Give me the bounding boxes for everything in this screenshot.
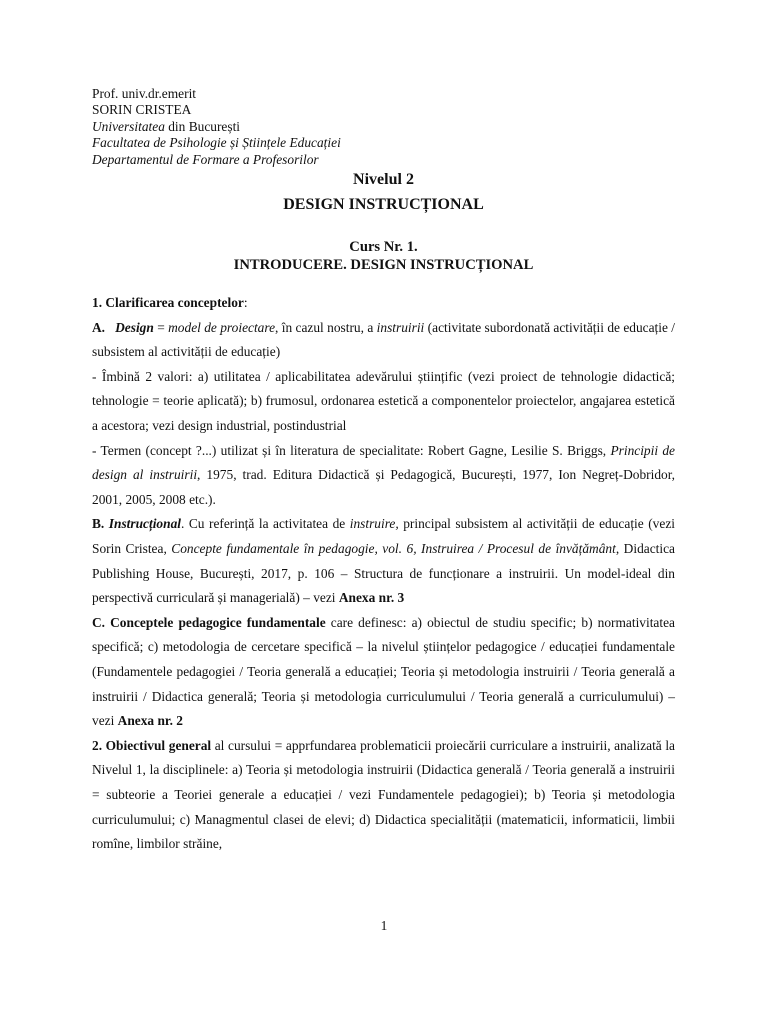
paragraph-b-text3: , Didactica Publishing House, București, 2017, p. 106 – Structura de funcționare a instruirii. Un model-ideal din perspectivă curriculară și managerială) – vezi	[92, 540, 675, 606]
paragraph-a-text2: (activitate subordonată activității de educație / subsistem al activității de educație)	[92, 319, 676, 360]
paragraph-term-book: Principii de design al instruirii	[92, 442, 675, 483]
annex-3-reference: Anexa nr. 3	[338, 590, 405, 606]
paragraph-b	[92, 512, 675, 610]
author-name: SORIN CRISTEA	[92, 102, 192, 118]
section-1-label: 1. Clarificarea conceptelor	[92, 295, 244, 311]
section-2-text: al cursului = apprfundarea problematicii proiecării curriculare a instruirii, analizată la Nivelul 1, la disciplinele: a) Teoria și metodologia instruirii (Didactica generală / Teoria generală a instruirii = subteorie a Teoriei generale a educației / vezi Fundamentele pedagogiei); b) Teoria și metodologia curriculumului; c) Managmentul clasei de elevi; d) Didactica specialității (matematicii, informaticii, limbii romîne, limbilor străine,	[92, 737, 675, 852]
paragraph-term	[92, 439, 675, 513]
paragraph-term-text1: - Termen (concept ?...) utilizat și în literatura de specialitate: Robert Gagne, Lesilie S. Briggs,	[92, 442, 611, 458]
department-line: Departamentul de Formare a Profesorilor	[92, 151, 319, 167]
faculty-line: Facultatea de Psihologie și Științele Educației	[92, 135, 341, 151]
paragraph-b-book: Concepte fundamentale în pedagogie, vol. 6, Instruirea / Procesul de învățământ	[171, 540, 616, 556]
intro-heading: INTRODUCERE. DESIGN INSTRUCȚIONAL	[233, 257, 534, 274]
paragraph-c-label: C. Conceptele pedagogice fundamentale	[92, 614, 326, 630]
course-heading: Curs Nr. 1.	[349, 239, 418, 256]
page-number: 1	[380, 918, 388, 933]
author-block	[92, 86, 675, 168]
paragraph-combine: - Îmbină 2 valori: a) utilitatea / aplicabilitatea adevărului științific (vezi proiect de tehnologie didactică; tehnologie = teorie aplicată); b) frumosul, ordonarea estetică a componentelor proiectelor, angajarea estetică a acestora; vezi design industrial, postindustrial	[92, 368, 675, 433]
paragraph-c	[92, 611, 675, 734]
university-name: Universitatea	[92, 118, 165, 134]
paragraph-a-term: Design	[115, 319, 154, 335]
author-title: Prof. univ.dr.emerit	[92, 86, 197, 101]
paragraph-c-text1: care definesc: a) obiectul de studiu specific; b) normativitatea specifică; c) metodologia de cercetare specifică – la nivelul științelor pedagogice / educației fundamentale (Fundamentele pedagogiei / Teoria generală a educației; Teoria și metodologia instruirii / Teoria generală a instruirii / Didactica generală; Teoria și metodologia curriculumului / Teoria generală a curriculumului) – vezi	[92, 614, 675, 729]
section-1-title	[92, 291, 675, 316]
section-1-colon: :	[243, 295, 248, 311]
paragraph-term-text2: , 1975, trad. Editura Didactică și Pedagogică, București, 1977, Ion Negreț-Dobridor, 2001, 2005, 2008 etc.).	[92, 467, 675, 507]
university-city: din București	[164, 118, 241, 134]
paragraph-b-text1: . Cu referință la activitatea de	[181, 516, 350, 532]
section-2-label: 2. Obiectivul general	[92, 737, 212, 753]
level-heading: Nivelul 2	[353, 171, 414, 189]
paragraph-a-text1: , în cazul nostru, a	[275, 319, 377, 335]
paragraph-b-text2: principal subsistem al activității de educație (vezi Sorin Cristea,	[92, 516, 675, 556]
paragraph-a-instr: instruirii	[376, 319, 425, 335]
design-heading: DESIGN INSTRUCȚIONAL	[283, 196, 484, 214]
section-2-paragraph	[92, 734, 675, 857]
paragraph-b-term: Instrucțional	[108, 516, 181, 532]
paragraph-a	[92, 316, 675, 365]
paragraph-a-eq: =	[153, 319, 169, 335]
annex-2-reference: Anexa nr. 2	[117, 713, 184, 729]
paragraph-b-instr: instruire,	[349, 516, 399, 532]
university-line	[92, 119, 675, 135]
paragraph-a-model: model de proiectare	[168, 319, 276, 335]
paragraph-a-label: A.	[92, 319, 106, 335]
document-page	[92, 86, 675, 857]
paragraph-b-label: B.	[92, 516, 105, 532]
